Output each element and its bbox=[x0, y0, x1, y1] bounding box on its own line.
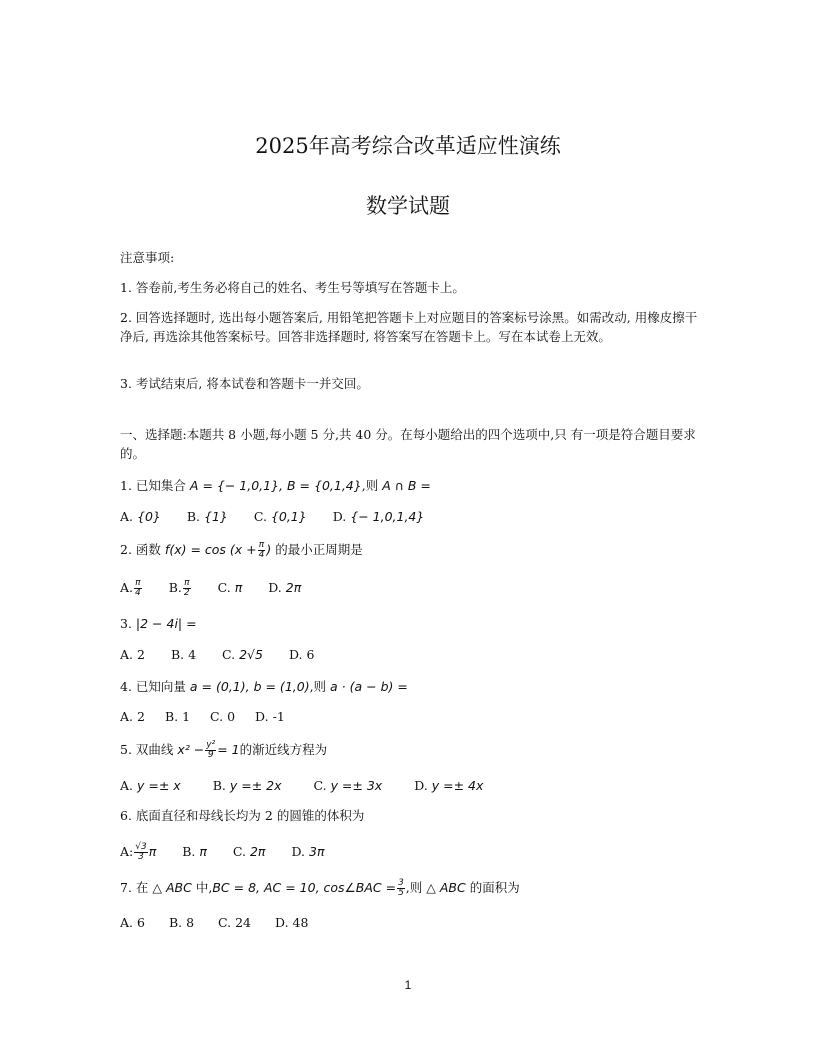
option-d bbox=[268, 578, 301, 597]
math-expression: a · (a − b) = bbox=[330, 679, 408, 694]
section-intro: 一、选择题:本题共 8 小题,每小题 5 分,共 40 分。在每小题给出的四个选项中,只 有一项是符合题目要求的。 bbox=[120, 427, 696, 461]
question-text: 双曲线 bbox=[135, 742, 174, 757]
question-6 bbox=[120, 806, 364, 825]
option-c bbox=[218, 578, 243, 597]
math-expression: x² − bbox=[177, 742, 205, 757]
question-text: 的面积为 bbox=[469, 880, 520, 895]
math-expression: △ ABC bbox=[426, 880, 466, 895]
option-label: C. bbox=[232, 844, 246, 859]
question-text: 已知向量 bbox=[135, 679, 186, 694]
option-value: π bbox=[199, 844, 207, 859]
option-a bbox=[120, 842, 156, 862]
option-b bbox=[213, 776, 282, 795]
option-value: y =± 2x bbox=[229, 778, 282, 793]
fraction bbox=[134, 843, 147, 862]
option-b bbox=[165, 707, 190, 726]
option-d bbox=[255, 707, 285, 726]
option-value: 6 bbox=[137, 915, 145, 930]
math-expression: A ∩ B = bbox=[382, 478, 431, 493]
question-4 bbox=[120, 677, 408, 696]
option-value: 2 bbox=[137, 647, 145, 662]
fraction-numerator: π bbox=[184, 578, 190, 588]
page-number: 1 bbox=[404, 978, 412, 992]
option-value: y =± 4x bbox=[431, 778, 484, 793]
note-item: 1. 答卷前,考生务必将自己的姓名、考生号等填写在答题卡上。 bbox=[120, 280, 465, 295]
question-7 bbox=[120, 878, 520, 898]
question-text: 底面直径和母线长均为 2 的圆锥的体积为 bbox=[135, 808, 365, 823]
question-3 bbox=[120, 614, 197, 633]
option-d bbox=[291, 842, 324, 861]
option-value: {0,1} bbox=[270, 509, 307, 524]
math-expression: BC = 8, AC = 10, cos∠BAC = bbox=[212, 880, 397, 895]
fraction-numerator: π bbox=[135, 578, 141, 588]
question-text: 的渐近线方程为 bbox=[239, 742, 328, 757]
fraction bbox=[205, 741, 216, 760]
option-a bbox=[120, 578, 143, 598]
option-value: {1} bbox=[204, 509, 228, 524]
option-label: C. bbox=[218, 915, 232, 930]
fraction-numerator: y² bbox=[206, 740, 216, 750]
option-label: C. bbox=[253, 509, 267, 524]
option-label: D. bbox=[275, 915, 289, 930]
question-2 bbox=[120, 540, 363, 560]
option-d bbox=[275, 913, 308, 932]
option-a bbox=[120, 776, 181, 795]
option-c bbox=[254, 507, 307, 526]
question-number: 2. bbox=[120, 542, 132, 557]
option-label: C. bbox=[217, 580, 231, 595]
option-label: A. bbox=[120, 915, 134, 930]
math-expression: = 1 bbox=[217, 742, 240, 757]
option-label: B. bbox=[182, 844, 196, 859]
question-text: 中, bbox=[195, 880, 213, 895]
option-label: D. bbox=[332, 509, 347, 524]
option-label: B. bbox=[164, 709, 179, 724]
option-d bbox=[414, 776, 483, 795]
math-expression: ) bbox=[266, 542, 272, 557]
option-value: 4 bbox=[188, 647, 197, 662]
option-value: π bbox=[148, 844, 157, 859]
question-text: 函数 bbox=[135, 542, 161, 557]
option-b bbox=[171, 645, 196, 664]
option-value: 2π bbox=[249, 844, 266, 859]
option-d bbox=[289, 645, 315, 664]
fraction-denominator: 4 bbox=[258, 550, 265, 560]
math-expression: a = (0,1), b = (1,0) bbox=[189, 679, 310, 694]
option-a bbox=[120, 507, 161, 526]
option-value: 2 bbox=[137, 709, 145, 724]
option-label: C. bbox=[210, 709, 224, 724]
option-label: A. bbox=[120, 778, 134, 793]
option-label: D. bbox=[268, 580, 282, 595]
option-value: 24 bbox=[235, 915, 252, 930]
option-value: -1 bbox=[272, 709, 285, 724]
question-text: ,则 bbox=[361, 478, 379, 493]
math-expression: f(x) = cos (x + bbox=[164, 542, 257, 557]
option-label: D. bbox=[291, 844, 306, 859]
option-value: 2√5 bbox=[239, 647, 263, 662]
fraction-denominator: 9 bbox=[207, 750, 214, 760]
option-a bbox=[120, 913, 145, 932]
option-value: {0} bbox=[137, 509, 161, 524]
option-value: y =± 3x bbox=[330, 778, 383, 793]
question-number: 3. bbox=[120, 616, 132, 631]
option-c bbox=[222, 645, 263, 664]
option-label: A. bbox=[120, 709, 134, 724]
option-label: B. bbox=[212, 778, 226, 793]
fraction-numerator: π bbox=[258, 540, 265, 550]
option-label: B. bbox=[170, 647, 185, 662]
math-expression: |2 − 4i| = bbox=[135, 616, 197, 631]
math-expression: △ ABC bbox=[152, 880, 192, 895]
question-6-options bbox=[120, 842, 346, 862]
question-1-options bbox=[120, 507, 446, 526]
option-value: 0 bbox=[227, 709, 236, 724]
fraction-numerator: √3 bbox=[135, 842, 147, 852]
option-a bbox=[120, 645, 145, 664]
option-label: A. bbox=[120, 509, 134, 524]
option-value: 8 bbox=[186, 915, 195, 930]
option-value: 48 bbox=[292, 915, 309, 930]
option-b bbox=[169, 578, 192, 598]
option-value: y =± x bbox=[137, 778, 181, 793]
fraction bbox=[183, 579, 191, 598]
exam-subtitle: 数学试题 bbox=[366, 194, 450, 218]
question-text: 在 bbox=[135, 880, 149, 895]
note-item: 2. 回答选择题时, 选出每小题答案后, 用铅笔把答题卡上对应题目的答案标号涂黑。如需改动, 用橡皮擦干净后, 再选涂其他答案标号。回答非选择题时, 将答案写在答题卡上。写在本试卷上无效。 bbox=[120, 310, 698, 344]
option-c bbox=[210, 707, 235, 726]
option-label: A. bbox=[120, 580, 134, 595]
fraction-denominator: 3 bbox=[138, 852, 144, 862]
option-label: B. bbox=[168, 580, 182, 595]
option-value: 2π bbox=[285, 580, 302, 595]
fraction bbox=[397, 879, 405, 898]
option-label: B. bbox=[168, 915, 183, 930]
fraction-denominator: 4 bbox=[135, 588, 141, 598]
option-c bbox=[218, 913, 251, 932]
option-value: 6 bbox=[306, 647, 315, 662]
fraction-numerator: 3 bbox=[398, 878, 404, 888]
math-expression: A = {− 1,0,1}, B = {0,1,4} bbox=[189, 478, 362, 493]
option-a bbox=[120, 707, 145, 726]
question-number: 1. bbox=[120, 478, 132, 493]
option-c bbox=[313, 776, 382, 795]
question-number: 7. bbox=[120, 880, 132, 895]
question-number: 6. bbox=[120, 808, 132, 823]
option-b bbox=[187, 507, 228, 526]
option-value: {− 1,0,1,4} bbox=[350, 509, 425, 524]
option-b bbox=[182, 842, 207, 861]
question-number: 4. bbox=[120, 679, 132, 694]
note-item: 3. 考试结束后, 将本试卷和答题卡一并交回。 bbox=[120, 376, 369, 391]
fraction bbox=[134, 579, 142, 598]
question-text: 的最小正周期是 bbox=[275, 542, 363, 557]
question-5 bbox=[120, 740, 327, 760]
option-label: C. bbox=[313, 778, 327, 793]
option-b bbox=[169, 913, 194, 932]
option-value: 1 bbox=[182, 709, 191, 724]
question-number: 5. bbox=[120, 742, 132, 757]
option-label: B. bbox=[186, 509, 201, 524]
option-label: C. bbox=[222, 647, 236, 662]
question-text: ,则 bbox=[405, 880, 423, 895]
question-3-options bbox=[120, 645, 336, 664]
option-value: 3π bbox=[309, 844, 325, 859]
option-c bbox=[233, 842, 266, 861]
question-2-options bbox=[120, 578, 323, 598]
exam-title: 2025年高考综合改革适应性演练 bbox=[255, 134, 561, 158]
option-d bbox=[333, 507, 425, 526]
option-label: D. bbox=[414, 778, 428, 793]
question-4-options bbox=[120, 707, 307, 726]
option-value: π bbox=[234, 580, 243, 595]
question-1 bbox=[120, 476, 431, 495]
fraction-denominator: 2 bbox=[183, 588, 190, 598]
option-label: A: bbox=[120, 844, 134, 859]
option-label: D. bbox=[288, 647, 303, 662]
question-text: ,则 bbox=[309, 679, 327, 694]
question-5-options bbox=[120, 776, 505, 795]
question-text: 已知集合 bbox=[135, 478, 186, 493]
fraction-denominator: 5 bbox=[398, 888, 404, 898]
fraction bbox=[258, 541, 266, 560]
notes-heading: 注意事项: bbox=[120, 250, 175, 265]
option-label: D. bbox=[255, 709, 269, 724]
option-label: A. bbox=[120, 647, 134, 662]
question-7-options bbox=[120, 913, 330, 932]
